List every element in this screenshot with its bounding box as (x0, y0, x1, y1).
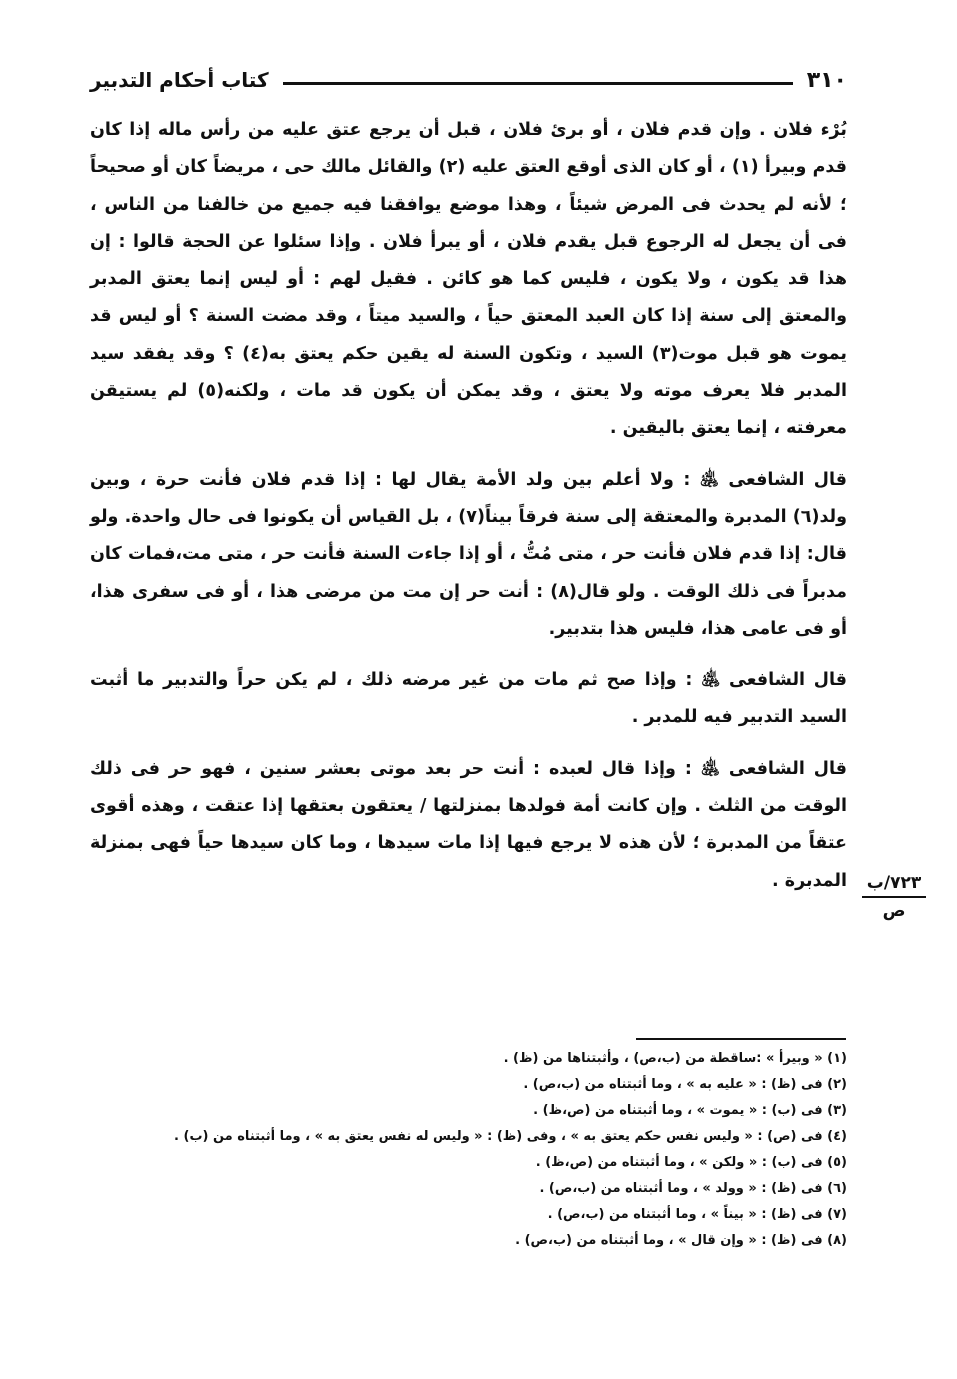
page-number: ٣١٠ (806, 67, 847, 93)
footnotes (90, 1046, 847, 1254)
footnote-6: (٦) فى (ظ) : « وولد » ، وما أثبتناه من (ب،ص) . (539, 1181, 847, 1196)
paragraph-3 (90, 662, 847, 737)
header-rule (283, 82, 793, 85)
footnote-4: (٤) فى (ص) : « وليس نفس حكم يعتق به » ، وفى (ظ) : « وليس له نفس يعتق به » ، وما أثبتناه من (ب) . (174, 1129, 847, 1144)
main-text (90, 112, 847, 914)
paragraph-text: : ولا أعلم بين ولد الأمة يقال لها : إذا قدم فلان فأنت حرة ، وبين ولد(٦) المدبرة والمعتقة إلى سنة فرقاً بيناً(٧) ، بل القياس أن يكونوا فى حال واحدة. ولو قال: إذا قدم فلان فأنت حر ، متى مُتُّ ، أو إذا جاءت السنة فأنت حر ، متى مت،فمات كان مدبراً فى ذلك الوقت . ولو قال(٨) : أنت حر إن مت من مرضى هذا ، أو فى سفرى هذا، أو فى عامى هذا، فليس هذا بتدبير. (90, 469, 848, 639)
folio-reference: ٧٢٣/ب (866, 873, 922, 893)
footnote-5: (٥) فى (ب) : « ولكن » ، وما أثبتناه من (ص،ظ) . (535, 1155, 847, 1170)
folio-manuscript-siglum: ص (882, 901, 906, 921)
speaker-label: قال الشافعى ﵁ (699, 469, 847, 490)
page-header (90, 62, 847, 98)
footnote-separator (636, 1038, 846, 1040)
paragraph-1 (90, 112, 847, 448)
footnote-2: (٢) فى (ظ) : « عليه به » ، وما أثبتناه من (ب،ص) . (523, 1077, 847, 1092)
folio-rule (862, 896, 926, 898)
speaker-label: قال الشافعى ﵁ (701, 670, 847, 691)
paragraph-text: : وإذا صح ثم مات من غير مرضه ذلك ، لم يكن حراً والتدبير ما أثبت السيد التدبير فيه للمدبر . (90, 670, 847, 728)
paragraph-2 (90, 462, 847, 648)
paragraph-text: بُرْء فلان . وإن قدم فلان ، أو برئ فلان ، قبل أن يرجع عتق عليه من رأس ماله إذا كان قدم وبيرأ (١) ، أو كان الذى أوقع العتق عليه (٢) والقائل مالك حى ، مريضاً كان أو صحيحاً ؛ لأنه لم يحدث فى المرض شيئاً ، وهذا موضع يوافقنا فيه جميع من خالفنا من الناس ، فى أن يجعل له الرجوع قبل يقدم فلان ، أو يبرأ فلان . وإذا سئلوا عن الحجة قالوا : إن هذا قد يكون ، ولا يكون ، فليس كما هو كائن . فقيل لهم : أو ليس إنما يعتق المدبر والمعتق إلى سنة إذا كان العبد المعتق حياً ، والسيد ميتاً ، وقد مضت السنة ؟ أو ليس قد يموت هو قبل موت(٣) السيد ، وتكون السنة له يقين حكم يعتق به(٤) ؟ وقد يفقد سيد المدبر فلا يعرف موته ولا يعتق ، وقد يمكن أن يكون قد مات ، ولكنه(٥) لم يستيقن معرفته ، إنما يعتق باليقين . (90, 120, 847, 439)
footnote-1: (١) « وبيرأ » :ساقطة من (ب،ص) ، وأثبتناها من (ظ) . (503, 1051, 847, 1066)
footnote-3: (٣) فى (ب) : « يموت » ، وما أثبتناه من (ص،ظ) . (533, 1103, 847, 1118)
paragraph-4 (90, 751, 847, 900)
running-title: كتاب أحكام التدبير (90, 68, 269, 92)
speaker-label: قال الشافعى ﵁ (700, 758, 848, 779)
manuscript-folio-note (862, 872, 926, 922)
footnote-8: (٨) فى (ظ) : « وإن قال » ، وما أثبتناه من (ب،ص) . (515, 1233, 847, 1248)
paragraph-text: : وإذا قال لعبده : أنت حر بعد موتى بعشر سنين ، فهو حر فى ذلك الوقت من الثلث . وإن كانت أمة فولدها بمنزلتها / يعتقون بعتقها إذا عتقت ، وهذه أقوى عتقاً من المدبرة ؛ لأن هذه لا يرجع فيها إذا مات سيدها ، وما كان سيدها حياً فهى بمنزلة المدبرة . (90, 758, 847, 891)
footnote-7: (٧) فى (ظ) : « بيناً » ، وما أثبتناه من (ب،ص) . (547, 1207, 847, 1222)
